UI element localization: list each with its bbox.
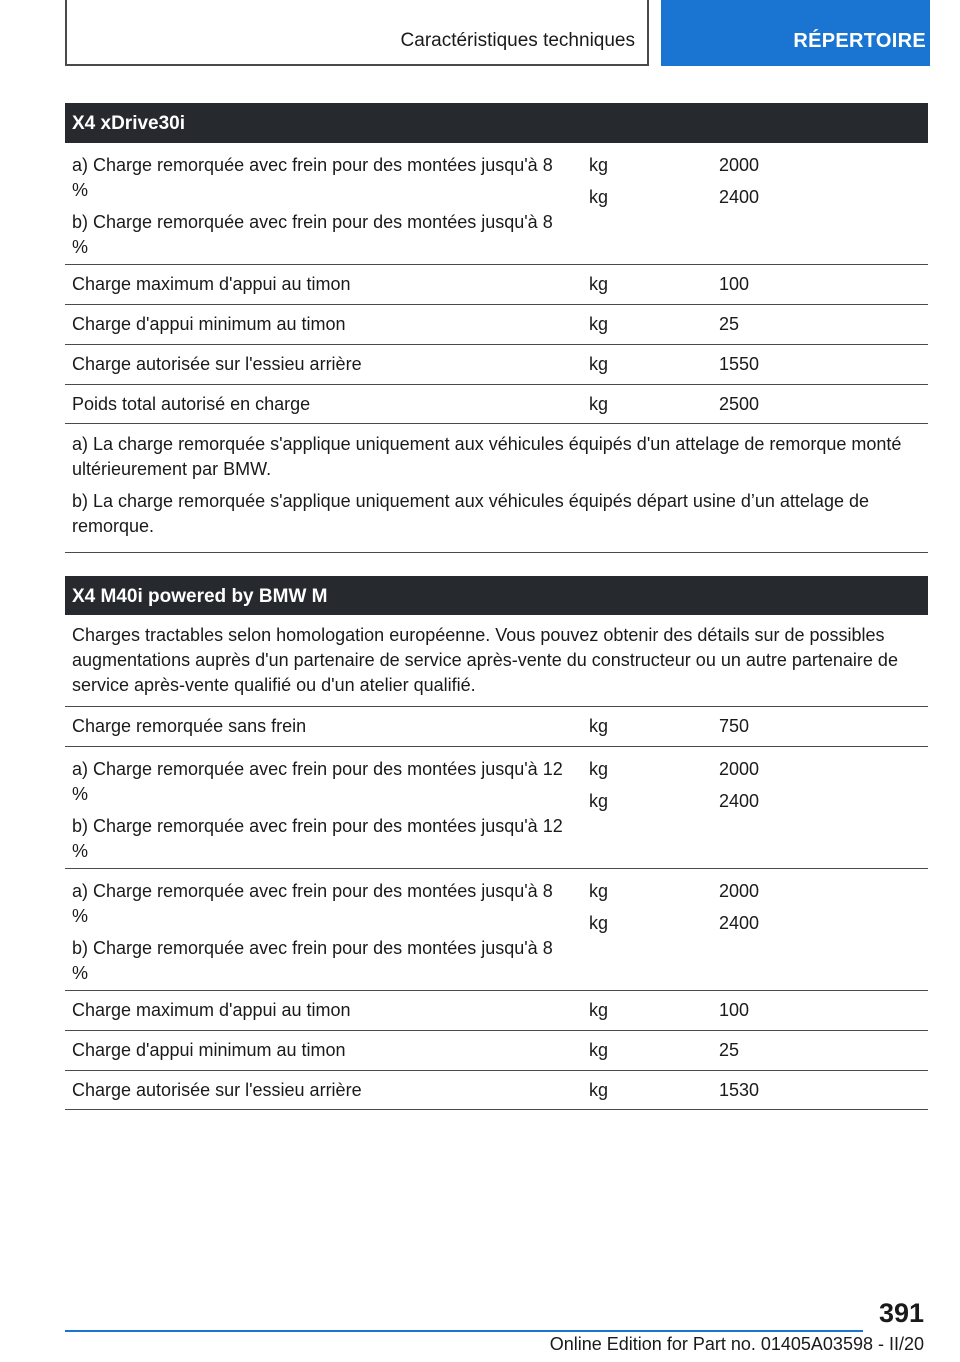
footnote-a: a) La charge remorquée s'applique uniquement aux véhicules équipés d'un attelage de remorque monté ultérieurement par BMW. [72,434,902,479]
table-row [65,385,928,424]
row-label: Charge d'appui minimum au timon [72,1040,346,1060]
row-label: Poids total autorisé en charge [72,394,311,414]
row-unit-b: kg [589,187,609,207]
section-title[interactable]: Caractéristiques techniques [400,30,635,51]
row-label: Charge autorisée sur l'essieu arrière [72,354,362,374]
row-unit-a: kg [589,881,609,901]
table-row [65,707,928,747]
spec-table-m40i [65,576,928,1110]
intro-paragraph: Charges tractables selon homologation européenne. Vous pouvez obtenir des détails sur de possibles augmentations auprès d'un partenaire de service après-vente du constructeur ou un autre partenaire de service après-vente qualifié ou d'un atelier qualifié. [72,625,898,695]
row-value: 100 [719,274,750,294]
row-unit-b: kg [589,791,609,811]
table-row [65,991,928,1031]
row-value: 1530 [719,1080,760,1100]
section-tab[interactable] [65,0,649,66]
row-value-a: 2000 [719,759,760,779]
table-row [65,869,928,991]
row-label-a: a) Charge remorquée avec frein pour des montées jusqu'à 8 % [72,155,553,200]
row-value [719,757,759,821]
row-value: 750 [719,716,750,736]
row-unit-a: kg [589,155,609,175]
row-label-b: b) Charge remorquée avec frein pour des montées jusqu'à 12 % [72,816,563,861]
row-label: Charge maximum d'appui au timon [72,274,351,294]
row-unit [589,153,608,217]
row-label-b: b) Charge remorquée avec frein pour des montées jusqu'à 8 % [72,212,553,257]
table-row [65,1031,928,1071]
table-row [65,143,928,265]
row-value-b: 2400 [719,913,760,933]
row-label: Charge d'appui minimum au timon [72,314,346,334]
table-row [65,345,928,385]
row-unit [589,757,608,821]
row-label [72,153,567,267]
row-unit: kg [589,1000,609,1020]
table-row [65,265,928,305]
spec-table-xdrive30i [65,103,928,553]
row-unit: kg [589,394,609,414]
row-label: Charge autorisée sur l'essieu arrière [72,1080,362,1100]
index-label[interactable]: RÉPERTOIRE [793,30,926,52]
row-label-a: a) Charge remorquée avec frein pour des montées jusqu'à 12 % [72,759,563,804]
table-row [65,747,928,869]
row-value: 100 [719,1000,750,1020]
index-tab[interactable] [661,0,930,66]
row-label: Charge maximum d'appui au timon [72,1000,351,1020]
table-title: X4 M40i powered by BMW M [65,576,928,615]
row-value [719,879,759,943]
footer-divider [65,1330,863,1332]
footnote-b: b) La charge remorquée s'applique uniquement aux véhicules équipés départ usine d’un attelage de remorque. [72,491,869,536]
table-title: X4 xDrive30i [65,103,928,143]
footnotes [65,424,928,553]
top-navigation [65,0,930,66]
row-unit: kg [589,1040,609,1060]
page-number: 391 [878,1298,924,1328]
row-label [72,757,567,871]
row-unit: kg [589,274,609,294]
row-unit: kg [589,314,609,334]
row-unit: kg [589,354,609,374]
table-row [65,305,928,345]
row-value-a: 2000 [719,881,760,901]
row-label: Charge remorquée sans frein [72,716,307,736]
row-value-b: 2400 [719,791,760,811]
row-value-a: 2000 [719,155,760,175]
row-value: 25 [719,1040,740,1060]
row-unit: kg [589,1080,609,1100]
row-label-b: b) Charge remorquée avec frein pour des montées jusqu'à 8 % [72,938,553,983]
row-unit: kg [589,716,609,736]
row-unit [589,879,608,943]
row-value: 1550 [719,354,760,374]
intro-text [65,615,928,707]
edition-link[interactable]: Online Edition for Part no. 01405A03598 - II/20 [549,1334,924,1354]
row-label [72,879,567,993]
row-value-b: 2400 [719,187,760,207]
row-value: 25 [719,314,740,334]
table-row [65,1071,928,1110]
row-value [719,153,759,217]
row-value: 2500 [719,394,760,414]
row-label-a: a) Charge remorquée avec frein pour des montées jusqu'à 8 % [72,881,553,926]
row-unit-a: kg [589,759,609,779]
row-unit-b: kg [589,913,609,933]
